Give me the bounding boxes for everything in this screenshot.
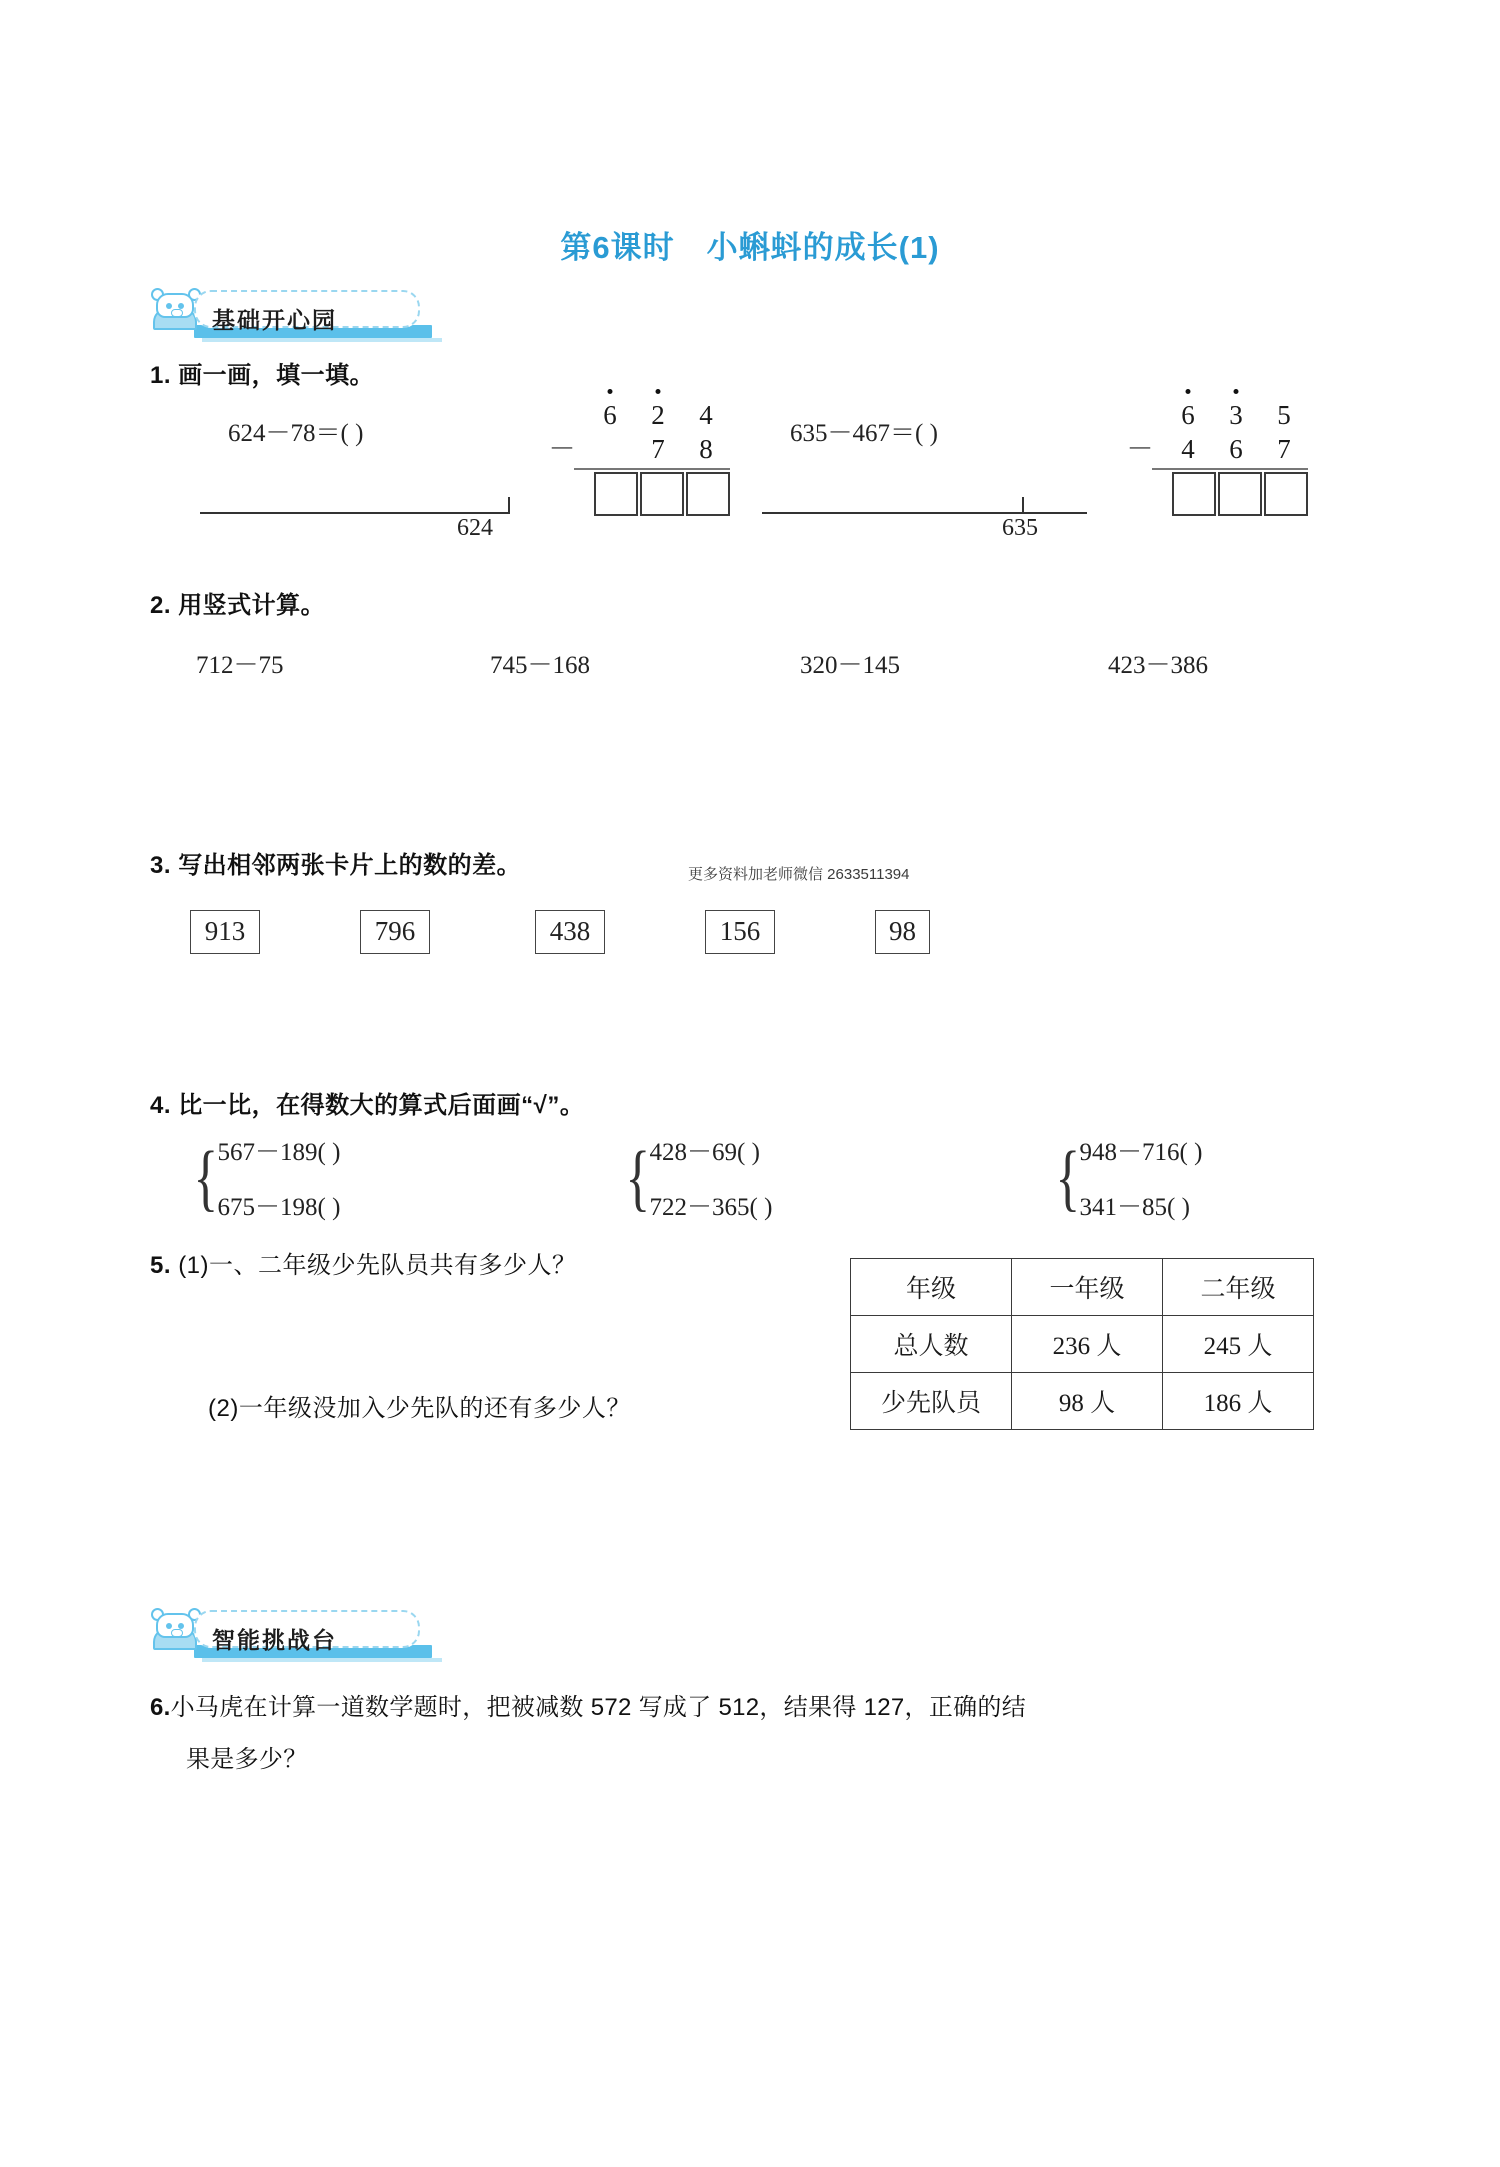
subtrahend-digit-ones: 8: [699, 434, 713, 464]
watermark-text: 更多资料加老师微信 2633511394: [688, 866, 910, 883]
q4-group-2-lines: [1080, 1132, 1203, 1223]
q1-item-0-numberline-tick: [508, 497, 510, 514]
table-cell: 少先队员: [851, 1373, 1012, 1430]
table-cell: 245 人: [1163, 1316, 1314, 1373]
q4-group-2-bottom[interactable]: 341－85( ): [1079, 1194, 1190, 1221]
table-cell: 98 人: [1012, 1373, 1163, 1430]
q4-group-1: [620, 1132, 772, 1223]
left-brace-icon: {: [625, 1136, 651, 1219]
question-5-part1: (1)一、二年级少先队员共有多少人？: [178, 1252, 577, 1279]
q1-item-1-numberline-label: 635: [1002, 515, 1038, 541]
q2-expression-1: 745－168: [490, 652, 591, 679]
subtrahend-digit-ones: 7: [1277, 434, 1291, 464]
question-3-prompt: [150, 845, 521, 880]
question-1-text: 画一画，填一填。: [178, 362, 375, 389]
answer-box[interactable]: [1264, 472, 1308, 516]
vertical-answer-row: [530, 472, 730, 516]
question-1-number: 1.: [150, 362, 172, 389]
bear-muzzle-icon: [171, 1629, 183, 1637]
question-3-text: 写出相邻两张卡片上的数的差。: [178, 852, 522, 879]
q4-group-1-lines: [650, 1132, 773, 1223]
answer-box[interactable]: [1218, 472, 1262, 516]
bear-eye-left-icon: [166, 1623, 172, 1629]
table-cell: 一年级: [1012, 1259, 1163, 1316]
question-4-text: 比一比，在得数大的算式后面画“√”。: [178, 1092, 585, 1119]
question-6: [150, 1682, 1380, 1786]
q4-group-0-lines: [218, 1132, 341, 1223]
question-5-prompt: [150, 1245, 577, 1280]
minus-operator: －: [548, 434, 576, 464]
vertical-rule: [574, 468, 730, 470]
bear-muzzle-icon: [171, 309, 183, 317]
q2-expression-0: 712－75: [196, 652, 284, 679]
minuend-digit-ones: 5: [1277, 400, 1291, 430]
minus-operator: －: [1126, 434, 1154, 464]
answer-box[interactable]: [686, 472, 730, 516]
q1-item-1-vertical-calc: [1108, 398, 1308, 516]
answer-box[interactable]: [594, 472, 638, 516]
question-5-part2: (2)一年级没加入少先队的还有多少人？: [208, 1395, 631, 1422]
vertical-answer-row: [1108, 472, 1308, 516]
table-cell: 二年级: [1163, 1259, 1314, 1316]
question-2-text: 用竖式计算。: [178, 592, 326, 619]
bear-head-icon: [156, 1613, 194, 1638]
question-4-number: 4.: [150, 1092, 172, 1119]
left-brace-icon: {: [193, 1136, 219, 1219]
q2-expression-2: 320－145: [800, 652, 901, 679]
number-card: 98: [875, 910, 930, 954]
q4-group-0-bottom[interactable]: 675－198( ): [217, 1194, 341, 1221]
question-4-prompt: [150, 1085, 584, 1120]
page-title: 第6课时 小蝌蚪的成长(1): [560, 230, 940, 265]
q4-group-2: [1050, 1132, 1202, 1223]
borrow-dot-icon: [656, 389, 661, 394]
q2-expression-3: 423－386: [1108, 652, 1209, 679]
vertical-minuend-row: [1108, 398, 1308, 432]
q1-item-0-numberline-label: 624: [457, 515, 493, 541]
q4-group-1-bottom[interactable]: 722－365( ): [649, 1194, 773, 1221]
left-brace-icon: {: [1055, 1136, 1081, 1219]
table-cell: 总人数: [851, 1316, 1012, 1373]
badge-bar-shadow: [202, 338, 442, 342]
table-row: [851, 1373, 1314, 1430]
table-row: [851, 1316, 1314, 1373]
section-badge-challenge: [150, 1612, 351, 1658]
section-badge-label: 基础开心园: [212, 307, 337, 333]
table-row: [851, 1259, 1314, 1316]
q4-group-0-top[interactable]: 567－189( ): [217, 1139, 341, 1166]
q1-item-0-equation: 624－78＝( ): [228, 420, 364, 447]
subtrahend-digit-hundreds: 4: [1181, 434, 1195, 464]
question-6-line-2: 果是多少？: [186, 1746, 308, 1773]
minuend-digit-tens: 3: [1212, 398, 1260, 432]
q4-group-0: [188, 1132, 340, 1223]
q1-item-0-vertical-calc: [530, 398, 730, 516]
minuend-digit-tens: 2: [634, 398, 682, 432]
vertical-rule: [1152, 468, 1308, 470]
answer-box[interactable]: [640, 472, 684, 516]
borrow-dot-icon: [608, 389, 613, 394]
bear-head-icon: [156, 293, 194, 318]
section-badge-basics: [150, 292, 351, 338]
minuend-digit-hundreds: 6: [586, 398, 634, 432]
vertical-minuend-row: [530, 398, 730, 432]
subtrahend-digit-tens: 6: [1229, 434, 1243, 464]
borrow-dot-icon: [1234, 389, 1239, 394]
number-card: 438: [535, 910, 605, 954]
borrow-dot-icon: [1186, 389, 1191, 394]
q1-item-1-equation: 635－467＝( ): [790, 420, 938, 447]
answer-box[interactable]: [1172, 472, 1216, 516]
vertical-subtrahend-row: [1108, 432, 1308, 466]
q1-item-1-numberline: [762, 512, 1087, 514]
section-badge-label: 智能挑战台: [212, 1627, 337, 1653]
number-card: 796: [360, 910, 430, 954]
table-cell: 236 人: [1012, 1316, 1163, 1373]
badge-bar-shadow: [202, 1658, 442, 1662]
question-6-number: 6.: [150, 1694, 171, 1721]
number-card: 156: [705, 910, 775, 954]
number-card: 913: [190, 910, 260, 954]
question-1-prompt: [150, 355, 374, 390]
subtrahend-digit-tens: 7: [651, 434, 665, 464]
question-3-number: 3.: [150, 852, 172, 879]
q1-item-0-numberline: [200, 512, 510, 514]
q4-group-1-top[interactable]: 428－69( ): [649, 1139, 760, 1166]
q1-item-1-numberline-tick: [1022, 497, 1024, 514]
question-6-line-1: 小马虎在计算一道数学题时，把被减数 572 写成了 512，结果得 127，正确的结: [170, 1694, 1027, 1721]
bear-eye-left-icon: [166, 303, 172, 309]
grade-data-table: [850, 1258, 1314, 1430]
q4-group-2-top[interactable]: 948－716( ): [1079, 1139, 1203, 1166]
minuend-digit-hundreds: 6: [1164, 398, 1212, 432]
question-2-number: 2.: [150, 592, 172, 619]
vertical-subtrahend-row: [530, 432, 730, 466]
table-cell: 年级: [851, 1259, 1012, 1316]
table-cell: 186 人: [1163, 1373, 1314, 1430]
question-5-number: 5.: [150, 1252, 172, 1279]
question-2-prompt: [150, 585, 325, 620]
minuend-digit-ones: 4: [699, 400, 713, 430]
